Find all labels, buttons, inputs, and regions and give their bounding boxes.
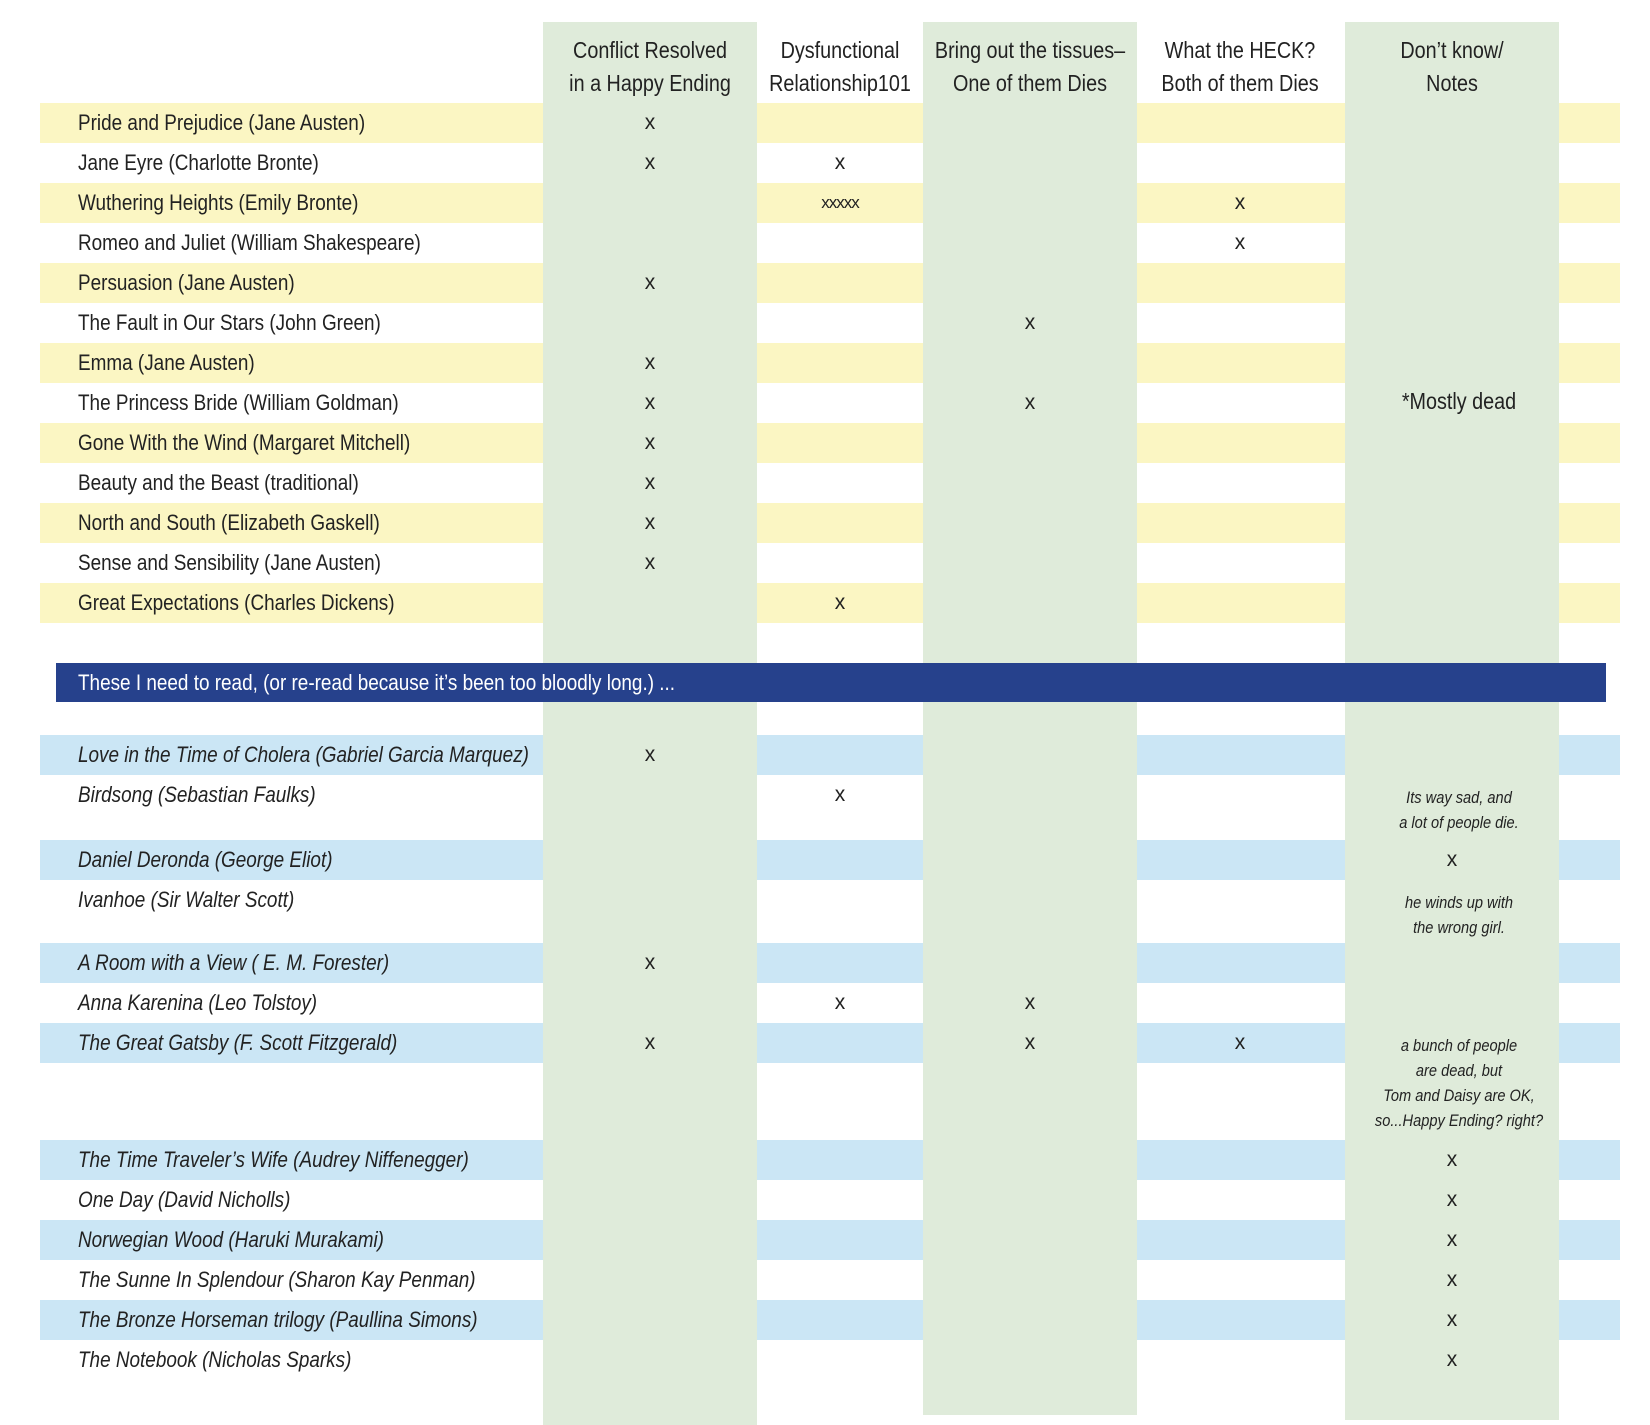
category-mark: x [1234, 1031, 1246, 1054]
category-mark: x [834, 151, 846, 174]
category-mark: x [1446, 1188, 1458, 1211]
book-title: The Sunne In Splendour (Sharon Kay Penman) [78, 1267, 476, 1292]
book-note: Its way sad, and a lot of people die. [1399, 788, 1519, 832]
category-mark: x [1024, 391, 1036, 414]
category-mark: x [644, 471, 656, 494]
book-title: Daniel Deronda (George Eliot) [78, 847, 333, 872]
book-title: Gone With the Wind (Margaret Mitchell) [78, 430, 411, 455]
book-title: Emma (Jane Austen) [78, 350, 255, 375]
column-header-line: Notes [1426, 70, 1478, 96]
book-title: Jane Eyre (Charlotte Bronte) [78, 150, 319, 175]
book-title: The Princess Bride (William Goldman) [78, 390, 399, 415]
category-mark: x [644, 1031, 656, 1054]
column-header-line: What the HECK? [1164, 37, 1316, 63]
column-header [927, 32, 1133, 102]
book-title: Romeo and Juliet (William Shakespeare) [78, 230, 421, 255]
column-header-line: One of them Dies [953, 70, 1107, 96]
category-mark: x [644, 431, 656, 454]
column-header-line: Don’t know/ [1400, 37, 1504, 63]
category-mark: x [644, 743, 656, 766]
category-mark: x [1024, 1031, 1036, 1054]
category-mark: x [834, 783, 846, 806]
book-note: *Mostly dead [1401, 388, 1517, 414]
book-title: Love in the Time of Cholera (Gabriel Garcia Marquez) [78, 742, 529, 767]
column-header-line: in a Happy Ending [569, 70, 731, 96]
category-mark: x [834, 991, 846, 1014]
category-mark: xxxxx [821, 193, 859, 212]
book-title: Pride and Prejudice (Jane Austen) [78, 110, 366, 135]
category-mark: x [644, 951, 656, 974]
column-header-line: Conflict Resolved [573, 37, 727, 63]
book-title: The Time Traveler’s Wife (Audrey Niffenegger) [78, 1147, 469, 1172]
column-header-line: Bring out the tissues– [934, 37, 1126, 63]
book-title: Beauty and the Beast (traditional) [78, 470, 359, 495]
category-mark: x [1446, 1228, 1458, 1251]
book-title: Birdsong (Sebastian Faulks) [78, 782, 316, 807]
book-title: Persuasion (Jane Austen) [78, 270, 295, 295]
book-title: The Bronze Horseman trilogy (Paullina Simons) [78, 1307, 478, 1332]
book-title: Sense and Sensibility (Jane Austen) [78, 550, 381, 575]
book-note: he winds up with the wrong girl. [1404, 893, 1514, 937]
category-mark: x [834, 591, 846, 614]
category-mark: x [644, 151, 656, 174]
column-header-line: Both of them Dies [1161, 70, 1319, 96]
book-title: Wuthering Heights (Emily Bronte) [78, 190, 359, 215]
category-mark: x [1446, 1268, 1458, 1291]
category-mark: x [644, 391, 656, 414]
category-mark: x [644, 551, 656, 574]
column-header [1349, 32, 1555, 102]
category-mark: x [644, 111, 656, 134]
column-header [1137, 32, 1343, 102]
column-header-line: Relationship101 [769, 70, 911, 96]
book-title: Anna Karenina (Leo Tolstoy) [78, 990, 318, 1015]
column-header-line: Dysfunctional [780, 37, 900, 63]
category-mark: x [1446, 1148, 1458, 1171]
book-title: Norwegian Wood (Haruki Murakami) [78, 1227, 384, 1252]
book-title: North and South (Elizabeth Gaskell) [78, 510, 380, 535]
column-header [737, 32, 943, 102]
column-header [547, 32, 753, 102]
to-read-banner [56, 663, 1606, 702]
category-mark: x [1024, 311, 1036, 334]
category-mark: x [644, 351, 656, 374]
book-title: The Notebook (Nicholas Sparks) [78, 1347, 352, 1372]
category-mark: x [1024, 991, 1036, 1014]
banner-text: These I need to read, (or re-read because it’s been too bloodly long.) ... [78, 670, 676, 695]
category-mark: x [644, 511, 656, 534]
book-title: Great Expectations (Charles Dickens) [78, 590, 395, 615]
book-title: Ivanhoe (Sir Walter Scott) [78, 887, 295, 912]
category-mark: x [1234, 191, 1246, 214]
book-title: The Fault in Our Stars (John Green) [78, 310, 381, 335]
book-note: a bunch of people are dead, but Tom and Daisy are OK, so...Happy Ending? right? [1374, 1036, 1544, 1130]
category-mark: x [644, 271, 656, 294]
book-title: The Great Gatsby (F. Scott Fitzgerald) [78, 1030, 398, 1055]
category-mark: x [1234, 231, 1246, 254]
book-title: One Day (David Nicholls) [78, 1187, 291, 1212]
book-title: A Room with a View ( E. M. Forester) [78, 950, 390, 975]
category-mark: x [1446, 848, 1458, 871]
category-mark: x [1446, 1348, 1458, 1371]
category-mark: x [1446, 1308, 1458, 1331]
column-band [923, 22, 1137, 1415]
column-band [543, 22, 757, 1425]
